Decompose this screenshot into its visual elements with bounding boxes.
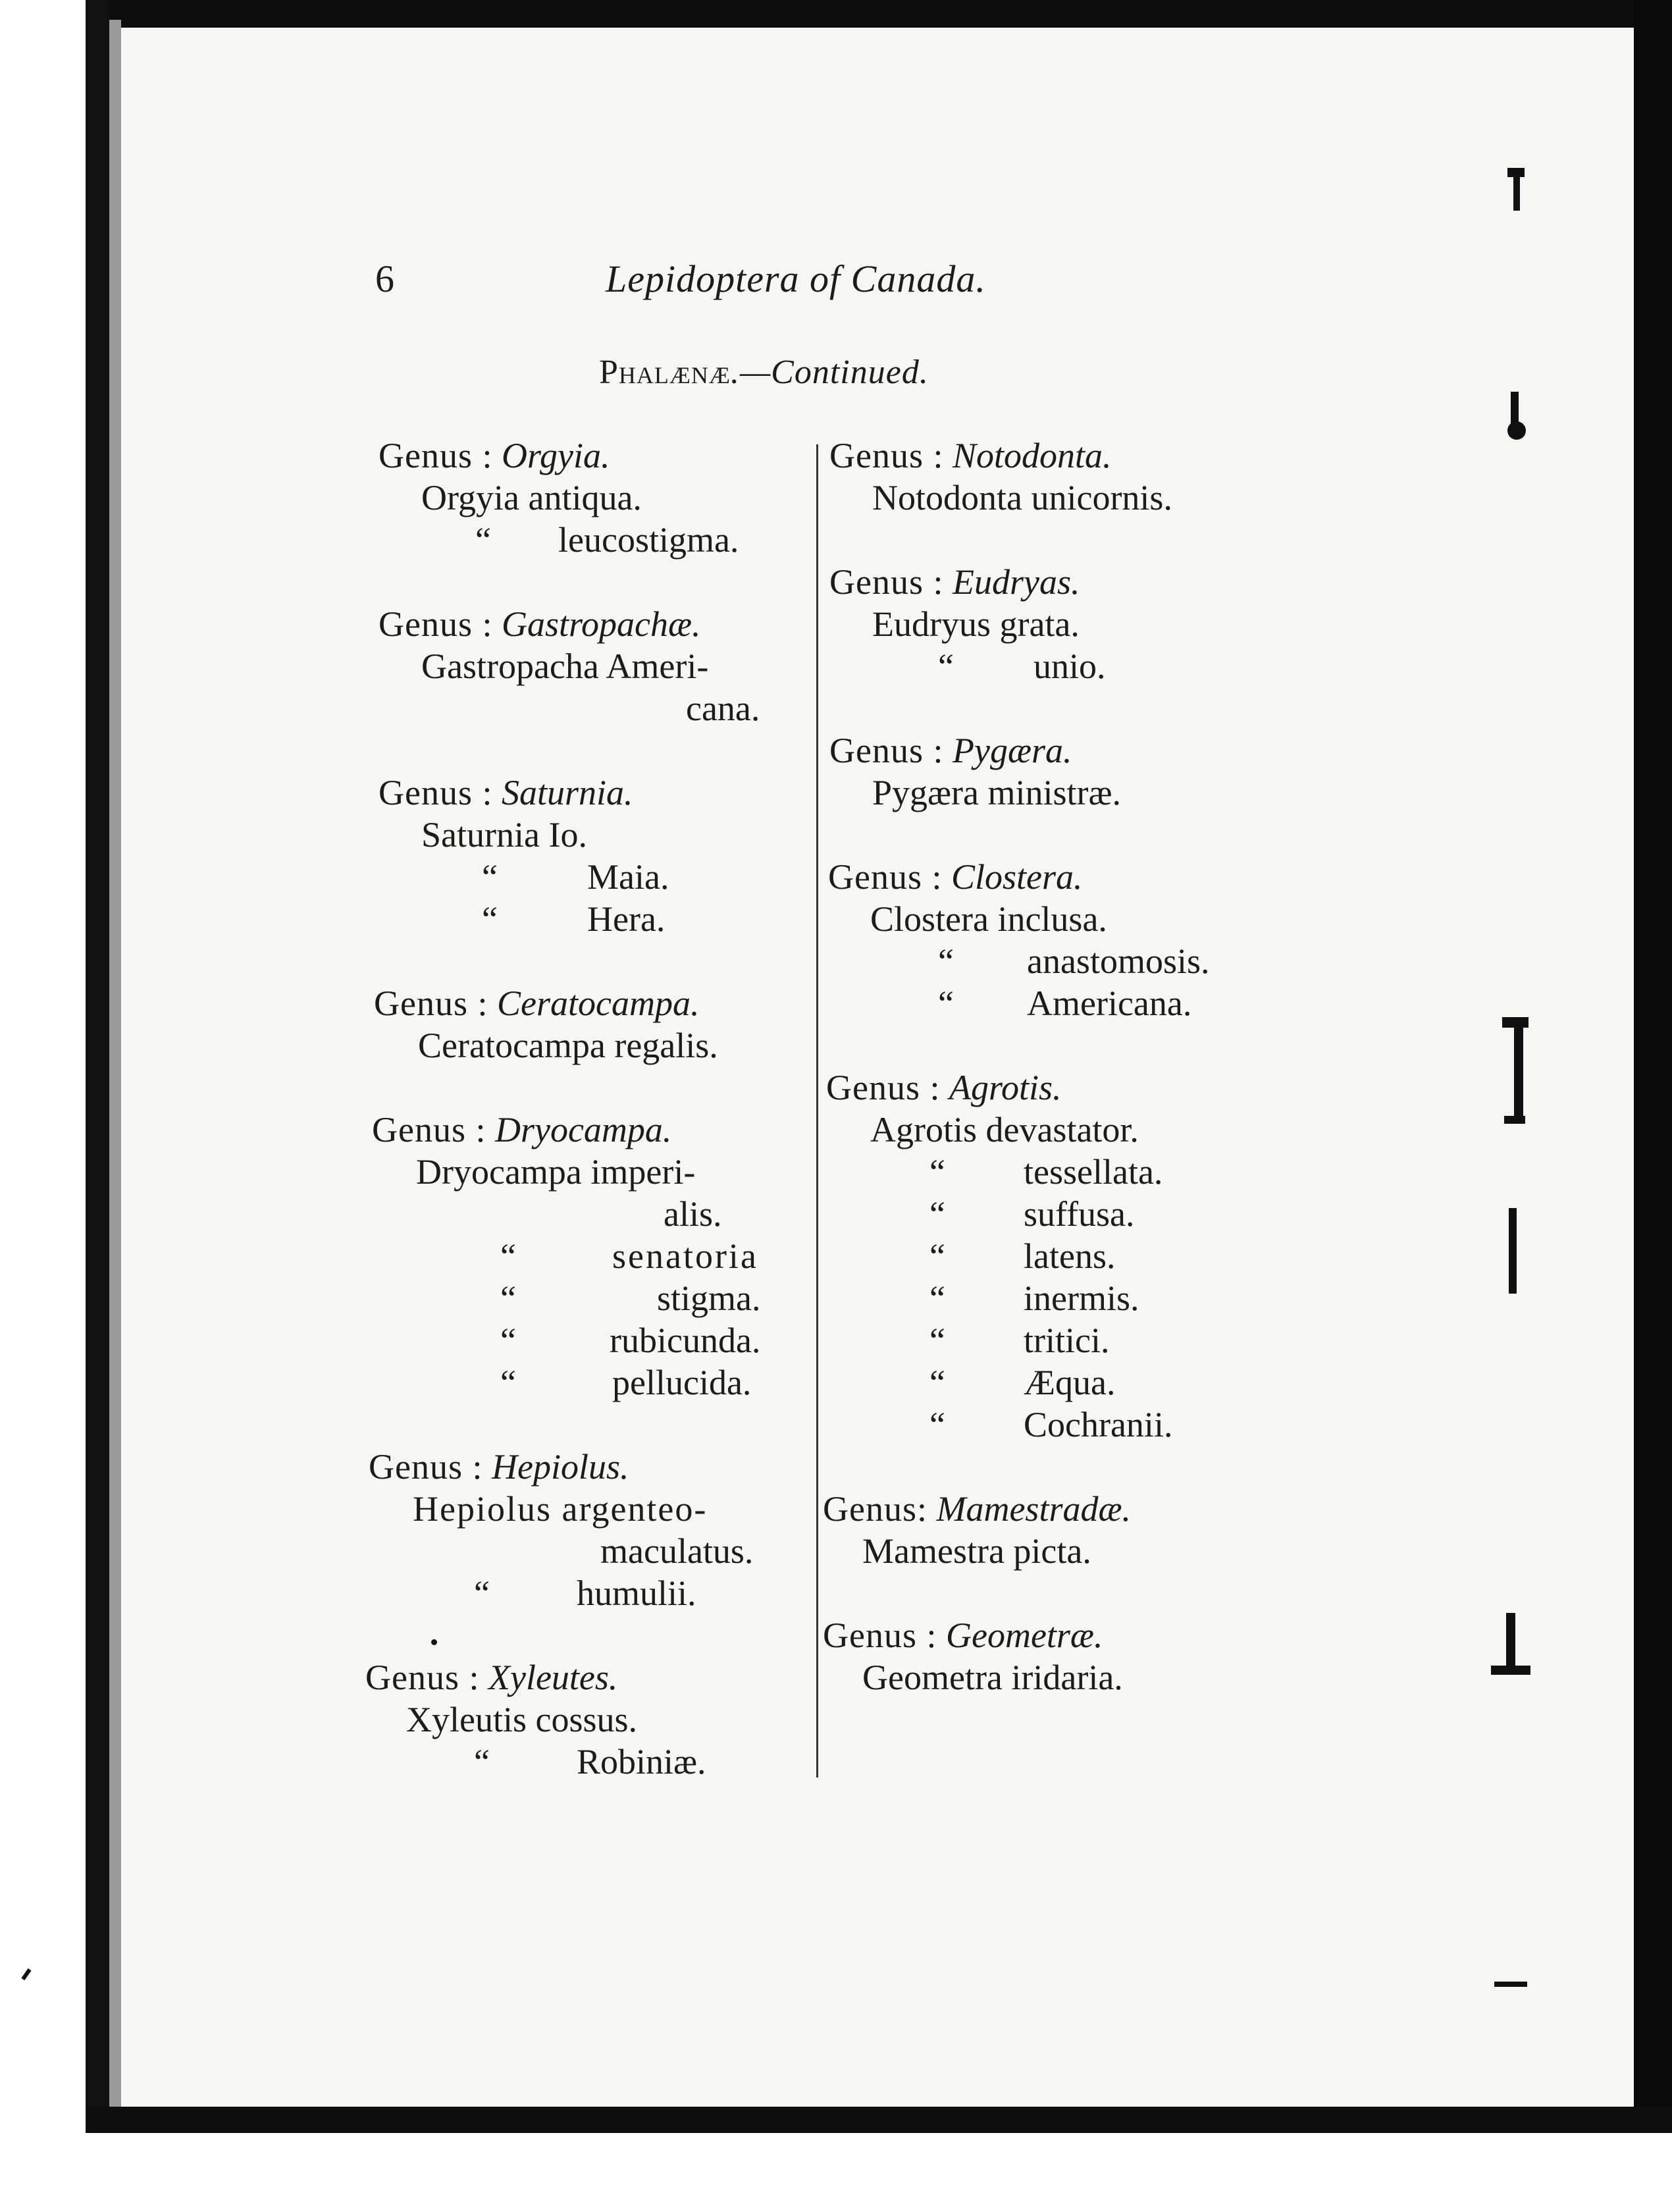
species-epithet: leucostigma. [558,520,739,560]
species-epithet: stigma. [657,1278,761,1318]
ditto-mark: “ [938,646,954,686]
genus-name: Xyleutes. [488,1658,618,1697]
column-divider [816,444,818,1778]
scan-border-bottom [86,2107,1672,2133]
ditto-mark: “ [500,1278,516,1318]
genus-name: Notodonta. [952,436,1112,475]
genus-label: Genus : [372,1110,486,1149]
scan-speck [1491,1666,1530,1675]
genus-heading [823,1614,1349,1656]
genus-heading [823,729,1349,772]
genus-heading [823,1488,1349,1530]
ditto-mark: “ [929,1194,945,1234]
ditto-entry [0,1741,816,1783]
ditto-mark: “ [929,1405,945,1444]
right-column [823,434,1349,1698]
species-entry: Dryocampa imperi- [416,1152,696,1192]
ditto-entry [0,1572,816,1614]
ditto-mark: “ [474,1742,490,1781]
species-entry: Saturnia Io. [421,815,587,855]
ditto-entry [823,645,1349,687]
genus-heading [823,434,1349,477]
genus-label: Genus : [379,436,493,475]
running-title: Lepidoptera of Canada. [606,257,986,300]
ditto-entry [823,1319,1349,1361]
section-heading [599,353,929,392]
scan-speck [1506,1613,1515,1672]
species-entry: Mamestra picta. [862,1531,1091,1571]
ditto-entry [0,1361,816,1404]
genus-label: Genus : [829,436,944,475]
species-epithet: suffusa. [1024,1194,1135,1234]
genus-label: Genus : [374,984,488,1023]
ditto-mark: “ [938,941,954,981]
left-column [0,434,816,1783]
ditto-entry [823,982,1349,1024]
genus-label: Genus : [828,857,943,897]
ditto-mark: “ [500,1236,516,1276]
genus-name: Ceratocampa. [496,984,700,1023]
genus-name: Orgyia. [501,436,610,475]
ink-dot [431,1639,437,1645]
ditto-mark: “ [482,857,498,897]
species-epithet: Maia. [587,857,669,897]
genus-label: Genus : [829,562,944,602]
genus-label: Genus : [379,604,493,644]
scan-speck [1504,1116,1525,1124]
genus-label: Genus : [826,1068,941,1107]
species-entry-text: Hepiolus argenteo- [413,1489,708,1529]
species-entry: Agrotis devastator. [870,1110,1139,1149]
species-epithet: humulii. [577,1573,696,1613]
ditto-entry [0,898,816,940]
ditto-entry [823,1361,1349,1404]
species-epithet: unio. [1033,646,1106,686]
species-epithet: Æqua. [1024,1363,1116,1402]
ditto-mark: “ [474,1573,490,1613]
species-entry: Notodonta unicornis. [872,478,1172,517]
ditto-entry [823,1404,1349,1446]
species-entry: Clostera inclusa. [870,899,1107,939]
ditto-mark: “ [482,899,498,939]
ditto-mark: “ [929,1236,945,1276]
ditto-entry [0,1235,816,1277]
genus-name: Clostera. [951,857,1083,897]
genus-label: Genus : [829,731,944,770]
species-continuation [0,1193,816,1235]
species-entry: Ceratocampa regalis. [418,1026,718,1065]
ditto-mark: “ [500,1363,516,1402]
page-number: 6 [375,257,394,300]
genus-heading [823,561,1349,603]
species-epithet: latens. [1024,1236,1116,1276]
species-epithet: Americana. [1027,984,1192,1023]
scan-speck [1511,392,1519,431]
scan-speck [1513,174,1520,211]
species-epithet: tritici. [1024,1321,1110,1360]
ditto-mark: “ [929,1278,945,1318]
ditto-entry [823,940,1349,982]
species-continuation-text: alis. [664,1194,722,1234]
genus-heading [0,1109,816,1151]
ditto-entry [823,1151,1349,1193]
genus-name: Saturnia. [501,773,633,812]
scan-speck [1509,1208,1517,1294]
species-epithet: Hera. [587,899,666,939]
species-continuation-text: cana. [686,689,760,728]
section-continued: .—Continued. [730,354,929,391]
ditto-mark: “ [938,984,954,1023]
genus-name: Agrotis. [949,1068,1062,1107]
genus-name: Gastropachæ. [501,604,701,644]
section-name: Phalænæ [599,354,731,391]
scan-border-top [86,0,1672,28]
ditto-entry [0,856,816,898]
genus-name: Hepiolus. [491,1447,629,1487]
species-entry: Gastropacha Ameri- [421,646,709,686]
species-entry [0,1488,816,1530]
species-epithet: tessellata. [1024,1152,1163,1192]
ditto-entry [823,1235,1349,1277]
ditto-entry [0,519,816,561]
ditto-mark: “ [929,1363,945,1402]
ditto-mark: “ [475,520,491,560]
genus-heading [0,434,816,477]
ditto-mark: “ [929,1152,945,1192]
genus-heading [823,1066,1349,1109]
scan-speck [21,1968,31,1980]
species-continuation [0,687,816,729]
ditto-entry [0,1277,816,1319]
species-continuation-text: maculatus. [600,1531,754,1571]
genus-heading [0,772,816,814]
genus-name: Geometræ. [945,1616,1103,1655]
species-continuation [0,1530,816,1572]
genus-label: Genus : [369,1447,483,1487]
species-epithet: Robiniæ. [577,1742,706,1781]
genus-label: Genus: [823,1489,927,1529]
genus-label: Genus : [379,773,493,812]
ditto-mark: “ [500,1321,516,1360]
genus-heading [823,856,1349,898]
genus-name: Eudryas. [952,562,1080,602]
scan-background [0,2133,1672,2212]
scan-border-right [1634,0,1672,2140]
species-epithet: rubicunda. [610,1321,761,1360]
species-epithet: senatoria [612,1236,758,1276]
genus-heading [0,1656,816,1698]
genus-label: Genus : [365,1658,480,1697]
species-epithet: Cochranii. [1024,1405,1173,1444]
species-epithet: anastomosis. [1027,941,1210,981]
species-entry: Geometra iridaria. [862,1658,1123,1697]
ditto-entry [823,1193,1349,1235]
species-epithet: inermis. [1024,1278,1139,1318]
genus-name: Dryocampa. [494,1110,672,1149]
genus-label: Genus : [823,1616,937,1655]
scan-speck [1494,1982,1527,1987]
genus-name: Pygæra. [952,731,1072,770]
species-entry: Xyleutis cossus. [406,1700,637,1739]
ditto-entry [0,1319,816,1361]
genus-heading [0,603,816,645]
species-entry: Eudryus grata. [872,604,1080,644]
ditto-mark: “ [929,1321,945,1360]
species-entry: Pygæra ministræ. [872,773,1122,812]
scan-speck [1514,1020,1523,1119]
genus-name: Mamestradæ. [936,1489,1131,1529]
genus-heading [0,982,816,1024]
species-entry: Orgyia antiqua. [421,478,642,517]
species-epithet: pellucida. [612,1363,752,1402]
genus-heading [0,1446,816,1488]
ditto-entry [823,1277,1349,1319]
